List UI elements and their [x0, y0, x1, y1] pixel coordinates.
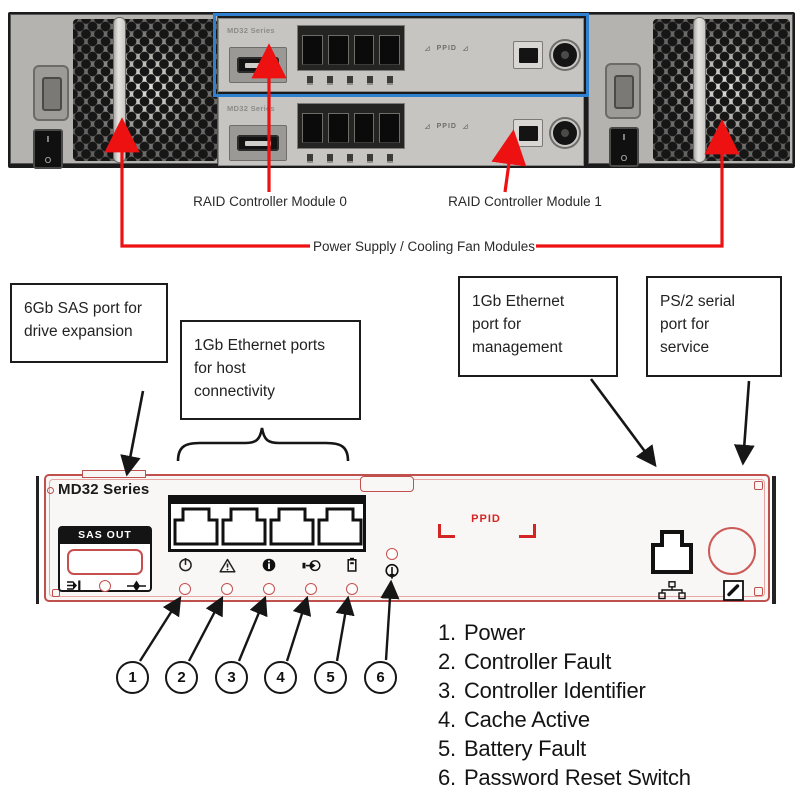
password-reset-switch-icon: [384, 563, 400, 581]
power-supply-right: [588, 14, 793, 164]
line-num4-led: [287, 598, 307, 661]
module-brand-text: MD32 Series: [227, 104, 275, 113]
endplate-right: [772, 476, 776, 604]
ac-inlet-left: [33, 65, 69, 121]
reset-led: [386, 548, 398, 560]
brace-host-ports: [178, 428, 348, 461]
power-switch-left: [33, 129, 63, 169]
switch-on-mark: I: [46, 135, 50, 144]
legend-item: 3. Controller Identifier: [438, 678, 646, 703]
drawing-top-notch: [82, 470, 146, 478]
fault-warning-icon: [219, 558, 236, 573]
callout-number-5: 5: [314, 661, 347, 694]
power-led: [179, 583, 191, 595]
drawing-brand-text: MD32 Series: [58, 481, 150, 498]
drawing-latch: [360, 476, 414, 492]
wrench-icon: [723, 580, 744, 601]
endplate-left: [36, 476, 39, 604]
status-leds-photo: [307, 154, 393, 163]
management-port-drawing: [650, 529, 694, 575]
sas-out-label: SAS OUT: [60, 528, 150, 544]
sas-out-port: [67, 549, 143, 575]
sas-activity-icon: [127, 580, 146, 592]
legend-item: 4. Cache Active: [438, 707, 590, 732]
ppid-label-photo: ◿ PPID ◿: [419, 123, 475, 130]
switch-off-mark: O: [44, 156, 52, 165]
psu-handle-left: [113, 17, 126, 163]
cache-active-led: [305, 583, 317, 595]
sas-out-block: [58, 526, 152, 592]
switch-off-mark: O: [620, 154, 628, 163]
controller-identifier-led: [263, 583, 275, 595]
drawing-ppid-label: PPID: [471, 513, 501, 525]
callout-number-2: 2: [165, 661, 198, 694]
line-num1-led: [140, 598, 180, 661]
screw-hole: [754, 481, 763, 490]
sas-port-photo: [229, 125, 287, 161]
line-num5-led: [337, 598, 348, 661]
callout-sas-expansion: 6Gb SAS port for drive expansion: [10, 283, 168, 363]
callout-host-ethernet: 1Gb Ethernet ports for host connectivity: [180, 320, 361, 420]
legend-item: 5. Battery Fault: [438, 736, 587, 761]
sas-connector-icon: [66, 579, 82, 592]
callout-number-1: 1: [116, 661, 149, 694]
callout-number-3: 3: [215, 661, 248, 694]
host-ethernet-ports-drawing: [168, 495, 366, 552]
pointer-ps2: [743, 381, 749, 463]
switch-on-mark: I: [622, 133, 626, 142]
battery-icon: [347, 557, 357, 572]
cooling-fan-left: [73, 19, 217, 161]
callout-ps2-serial: PS/2 serial port for service: [646, 276, 782, 377]
screw-hole: [47, 487, 54, 494]
ps2-port-photo: [551, 119, 579, 147]
pointer-management: [591, 379, 655, 465]
pointer-sas-expansion: [127, 391, 143, 474]
legend: [438, 618, 794, 792]
line-num3-led: [239, 598, 265, 661]
power-icon: [178, 557, 193, 572]
module-brand-text: MD32 Series: [227, 26, 275, 35]
ppid-bracket-right: [519, 524, 536, 538]
ppid-bracket-left: [438, 524, 455, 538]
label-psu-modules: Power Supply / Cooling Fan Modules: [312, 239, 536, 254]
controller-fault-led: [221, 583, 233, 595]
screw-hole: [754, 587, 763, 596]
legend-item: 1. Power: [438, 620, 526, 645]
identifier-icon: [262, 558, 276, 572]
psu-handle-right: [693, 17, 706, 163]
callout-management-ethernet: 1Gb Ethernet port for management: [458, 276, 618, 377]
raid-controller-module-1: [218, 96, 584, 166]
network-icon: [657, 581, 687, 600]
management-port-photo: [513, 119, 543, 147]
highlight-frame-controller0: [213, 13, 589, 97]
ethernet-ports-photo: [297, 103, 405, 149]
sas-led: [99, 580, 111, 592]
cache-active-icon: [302, 559, 321, 572]
callout-number-6: 6: [364, 661, 397, 694]
legend-item: 6. Password Reset Switch: [438, 765, 691, 790]
battery-fault-led: [346, 583, 358, 595]
cooling-fan-right: [653, 19, 790, 161]
power-supply-left: [10, 14, 218, 164]
ppid-label-photo: ◿ PPID ◿: [419, 45, 475, 52]
line-num2-led: [189, 598, 222, 661]
label-raid-module-1: RAID Controller Module 1: [448, 194, 602, 209]
power-switch-right: [609, 127, 639, 167]
ps2-port-drawing: [708, 527, 756, 575]
callout-number-4: 4: [264, 661, 297, 694]
label-raid-module-0: RAID Controller Module 0: [193, 194, 347, 209]
legend-item: 2. Controller Fault: [438, 649, 612, 674]
ac-inlet-right: [605, 63, 641, 119]
